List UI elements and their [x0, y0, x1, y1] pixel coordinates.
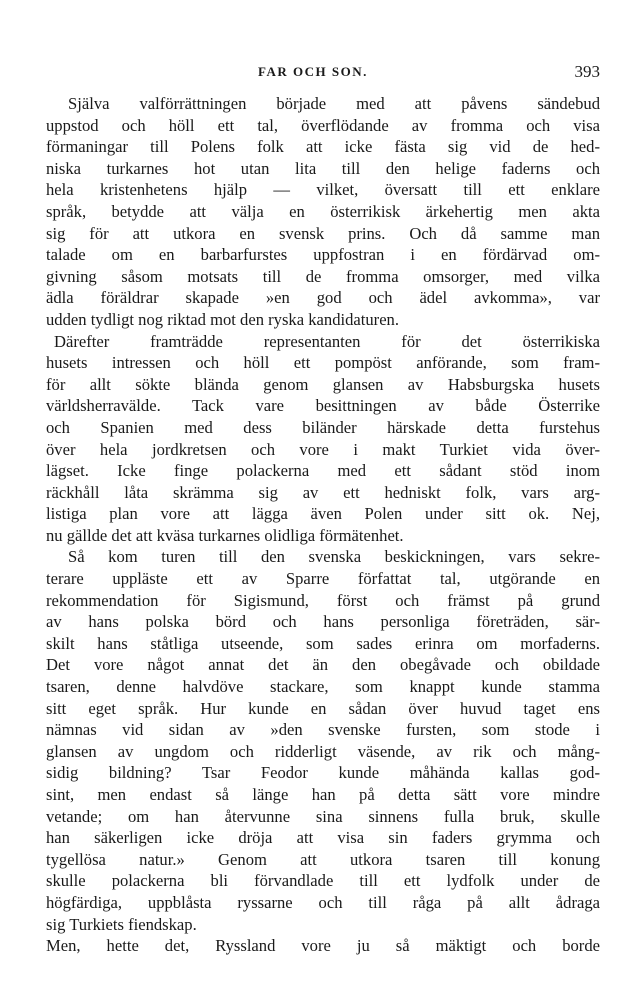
- text-line: udden tydligt nog riktad mot den ryska kandidaturen.: [46, 309, 400, 329]
- text-line: sidig bildning? Tsar Feodor kunde måhända kallas god-: [46, 763, 600, 783]
- running-title: FAR OCH SON.: [258, 64, 368, 79]
- text-line: rekommendation för Sigismund, först och främst på grund: [46, 590, 600, 610]
- text-line: högfärdiga, uppblåsta ryssarne och till råga på allt ådraga: [46, 892, 600, 912]
- text-line: han säkerligen icke dröja att visa sin faders grymma och: [46, 828, 600, 848]
- text-line: Själva valförrättningen började med att påvens sändebud: [68, 94, 600, 113]
- text-line: räckhåll låta skrämma sig av ett hedniskt folk, vars arg-: [46, 482, 600, 502]
- running-head: [0, 60, 643, 84]
- text-line: husets intressen och höll ett pompöst anförande, som fram-: [46, 353, 600, 373]
- text-line: över hela jordkretsen och vore i makt Turkiet vida över-: [46, 439, 600, 459]
- text-line: listiga plan vore att lägga även Polen under sitt ok. Nej,: [46, 504, 600, 524]
- text-line: nu gällde det att kväsa turkarnes olidliga förmätenhet.: [46, 525, 404, 545]
- text-line: av hans polska börd och hans personliga företräden, sär-: [46, 612, 600, 632]
- text-line: niska turkarnes hot utan lita till den helige faderns och: [46, 158, 600, 178]
- text-line: skulle polackerna bli förvandlade till ett lydfolk under de: [46, 871, 600, 891]
- text-line: uppstod och höll ett tal, överflödande av fromma och visa: [46, 115, 600, 135]
- text-line: sint, men endast så länge han på detta sätt vore mindre: [46, 785, 600, 804]
- body-text: [46, 93, 600, 957]
- text-line: världsherravälde. Tack vare besittningen av både Österrike: [46, 396, 600, 416]
- text-line: tygellösa natur.» Genom att utkora tsaren till konung: [46, 849, 600, 869]
- text-line: givning såsom motsats till de fromma omsorger, med vilka: [46, 266, 600, 286]
- text-line: terare uppläste ett av Sparre författat tal, utgörande en: [46, 569, 600, 589]
- text-line: Det vore något annat det än den obegåvade och obildade: [46, 655, 600, 675]
- text-line: hela kristenhetens hjälp — vilket, översatt till ett enklare: [46, 180, 600, 200]
- text-line: talade om en barbarfurstes uppfostran i en fördärvad om-: [46, 245, 600, 265]
- text-line: lägset. Icke finge polackerna med ett sådant stöd inom: [46, 461, 600, 481]
- text-line: sig Turkiets fiendskap.: [46, 914, 197, 934]
- text-line: tsaren, denne halvdöve stackare, som knappt kunde stamma: [46, 677, 600, 697]
- text-line: sig för att utkora en svensk prins. Och då samme man: [46, 223, 600, 243]
- text-line: sitt eget språk. Hur kunde en sådan över huvud taget ens: [46, 698, 600, 718]
- text-line: Så kom turen till den svenska beskickningen, vars sekre-: [68, 547, 600, 567]
- text-line: nämnas vid sidan av »den svenske fursten, som stode i: [46, 720, 600, 740]
- text-line: och Spanien med dess biländer härskade detta furstehus: [46, 417, 600, 437]
- text-line: Därefter framträdde representanten för det österrikiska: [54, 331, 600, 351]
- text-line: språk, betydde att välja en österrikisk ärkehertig men akta: [46, 201, 600, 221]
- text-line: för allt sökte blända genom glansen av Habsburgska husets: [46, 374, 600, 394]
- text-line: vetande; om han återvunne sina sinnens fulla bruk, skulle: [46, 806, 600, 826]
- text-line: skilt hans ståtliga utseende, som sades erinra om morfaderns.: [46, 633, 600, 653]
- text-line: glansen av ungdom och ridderligt väsende, av rik och mång-: [46, 741, 600, 761]
- text-line: förmaningar till Polens folk att icke fästa sig vid de hed-: [46, 137, 600, 157]
- page-number: 393: [574, 62, 600, 81]
- text-line: ädla föräldrar skapade »en god och ädel avkomma», var: [46, 288, 600, 308]
- text-line: Men, hette det, Ryssland vore ju så mäktigt och borde: [46, 936, 600, 956]
